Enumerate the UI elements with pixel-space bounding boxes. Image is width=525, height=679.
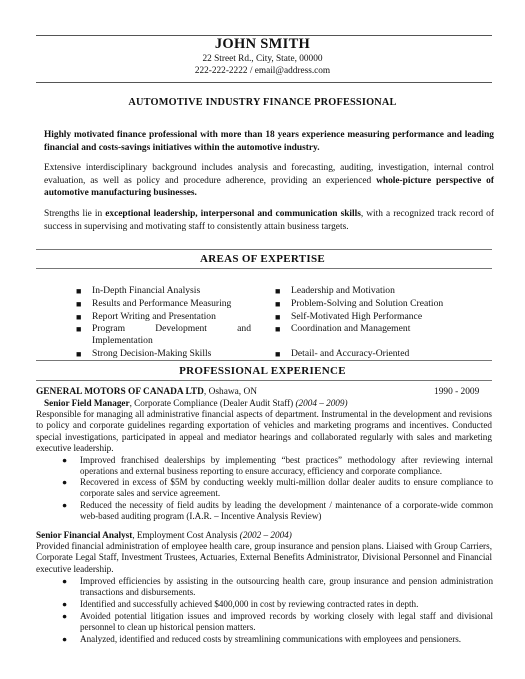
bullet-icon: ■	[275, 286, 281, 296]
expertise-text: Strong Decision-Making Skills	[92, 348, 212, 359]
role1-title: Senior Field Manager	[44, 398, 130, 408]
bullet-text: Improved efficiencies by assisting in the outsourcing health care, group insurance and pension administration transactions and disbursements.	[80, 576, 493, 598]
employer-line	[36, 387, 257, 397]
summary-p1: Highly motivated finance professional with more than 18 years experience measuring performance and leading financial and costs-savings initiatives within the automotive industry.	[44, 130, 494, 153]
bullet-text: Improved franchised dealerships by implementing “best practices” methodology after reviewing internal operations and external business reporting to ensure accuracy, efficiency and corporate compliance.	[80, 455, 493, 477]
role2-dept: , Employment Cost Analysis	[132, 530, 240, 540]
expertise-text: Coordination and Management	[291, 323, 411, 334]
bullet-icon: ●	[62, 477, 68, 487]
bullet-icon: ●	[62, 634, 68, 644]
role1-title-line	[44, 398, 494, 409]
bullet-text: Recovered in excess of $5M by conducting weekly multi-million dollar dealer audits to ensure compliance to corporate sales and service agreement.	[80, 477, 493, 499]
expertise-text: Detail- and Accuracy-Oriented	[291, 348, 410, 359]
bullet-icon: ■	[275, 312, 281, 322]
expertise-text: In-Depth Financial Analysis	[92, 285, 201, 296]
bullet-text: Identified and successfully achieved $400,000 in cost by reviewing contracted rates in depth.	[80, 599, 419, 609]
summary-paragraph-2	[44, 162, 494, 200]
experience-rule-bottom	[36, 380, 492, 381]
employer-location: , Oshawa, ON	[203, 387, 258, 397]
header-rule	[36, 82, 492, 83]
employer-name: GENERAL MOTORS OF CANADA LTD	[36, 387, 204, 397]
expertise-text: Report Writing and Presentation	[92, 311, 216, 322]
expertise-text: Results and Performance Measuring	[92, 298, 232, 309]
experience-title-visible: PROFESSIONAL EXPERIENCE	[179, 365, 346, 377]
bullet-icon: ●	[62, 576, 68, 586]
role1-dept: , Corporate Compliance (Dealer Audit Staff)	[129, 398, 296, 408]
bullet-icon: ●	[62, 599, 68, 609]
bullet-icon: ■	[76, 324, 82, 334]
bullet-icon: ●	[62, 611, 68, 621]
role1-dates: (2004 – 2009)	[295, 398, 348, 408]
bullet-icon: ■	[76, 286, 82, 296]
role1-description: Responsible for managing all administrative financial aspects of department. Instrumental in the development and revisions to policy and corporate guidelines regarding exportation of vehicles and marketing programs and incentives. Conducted special investigations, participated in appeal and mediator hearings and collaborated regularly with sales and marketing executive leadership.	[36, 409, 492, 454]
summary-p3-end: , with a recognized track record of success in supervising and motivating staff to consistently attain business targets.	[44, 209, 494, 232]
bullet-text: Avoided potential litigation issues and improved records by working closely with legal staff and divisional personnel to clean up historical pension matters.	[80, 611, 493, 633]
bullet-icon: ■	[275, 299, 281, 309]
bullet-icon: ■	[275, 349, 281, 359]
summary-paragraph-1	[44, 129, 494, 154]
summary-p2-text: Extensive interdisciplinary background includes analysis and forecasting, auditing, investigation, internal control evaluation, as well as policy and procedure adherence, providing an experienced	[44, 163, 494, 186]
bullet-icon: ●	[62, 455, 68, 465]
expertise-text: Problem-Solving and Solution Creation	[291, 298, 444, 309]
role2-title-line	[36, 530, 492, 541]
expertise-text: Leadership and Motivation	[291, 285, 395, 296]
bullet-icon: ■	[76, 349, 82, 359]
role2-description: Provided financial administration of employee health care, group insurance and pension plans. Liaised with Group Carriers, Corporate Legal Staff, Investment Trustees, Actuaries, External Benefits Administrator, Divisional Personnel and Financial executive leadership.	[36, 541, 492, 574]
candidate-name: JOHN SMITH	[214, 36, 311, 52]
summary-p2-bold: whole-picture perspective of automotive manufacturing businesses.	[44, 175, 494, 198]
summary-paragraph-3	[44, 208, 494, 233]
role2-title: Senior Financial Analyst	[36, 530, 133, 540]
expertise-title: AREAS OF EXPERTISE	[199, 253, 326, 265]
contact-line: 222-222-2222 / email@address.com	[194, 66, 331, 76]
summary-p3-bold: exceptional leadership, interpersonal and communication skills	[105, 209, 361, 219]
bullet-icon: ■	[76, 299, 82, 309]
bullet-text: Reduced the necessity of field audits by leading the development / maintenance of a corporate-wide common web-based auditing program (I.A.R. – Incentive Analysis Review)	[80, 500, 493, 522]
bullet-icon: ●	[62, 500, 68, 510]
role2-dates: (2002 – 2004)	[239, 530, 292, 540]
bullet-icon: ■	[76, 312, 82, 322]
expertise-rule-top	[36, 249, 492, 250]
experience-rule-top	[36, 360, 492, 361]
professional-headline: AUTOMOTIVE INDUSTRY FINANCE PROFESSIONAL	[128, 97, 397, 108]
summary-p3-text: Strengths lie in	[44, 209, 106, 219]
expertise-text: Self-Motivated High Performance	[291, 311, 423, 322]
expertise-rule-bottom	[36, 268, 492, 269]
address-line: 22 Street Rd., City, State, 00000	[202, 54, 323, 64]
bullet-text: Analyzed, identified and reduced costs by streamlining communications with employees and pensioners.	[80, 634, 462, 644]
bullet-icon: ■	[275, 324, 281, 334]
employer-years: 1990 - 2009	[434, 387, 480, 397]
expertise-text: Program Development and Implementation	[92, 323, 251, 347]
